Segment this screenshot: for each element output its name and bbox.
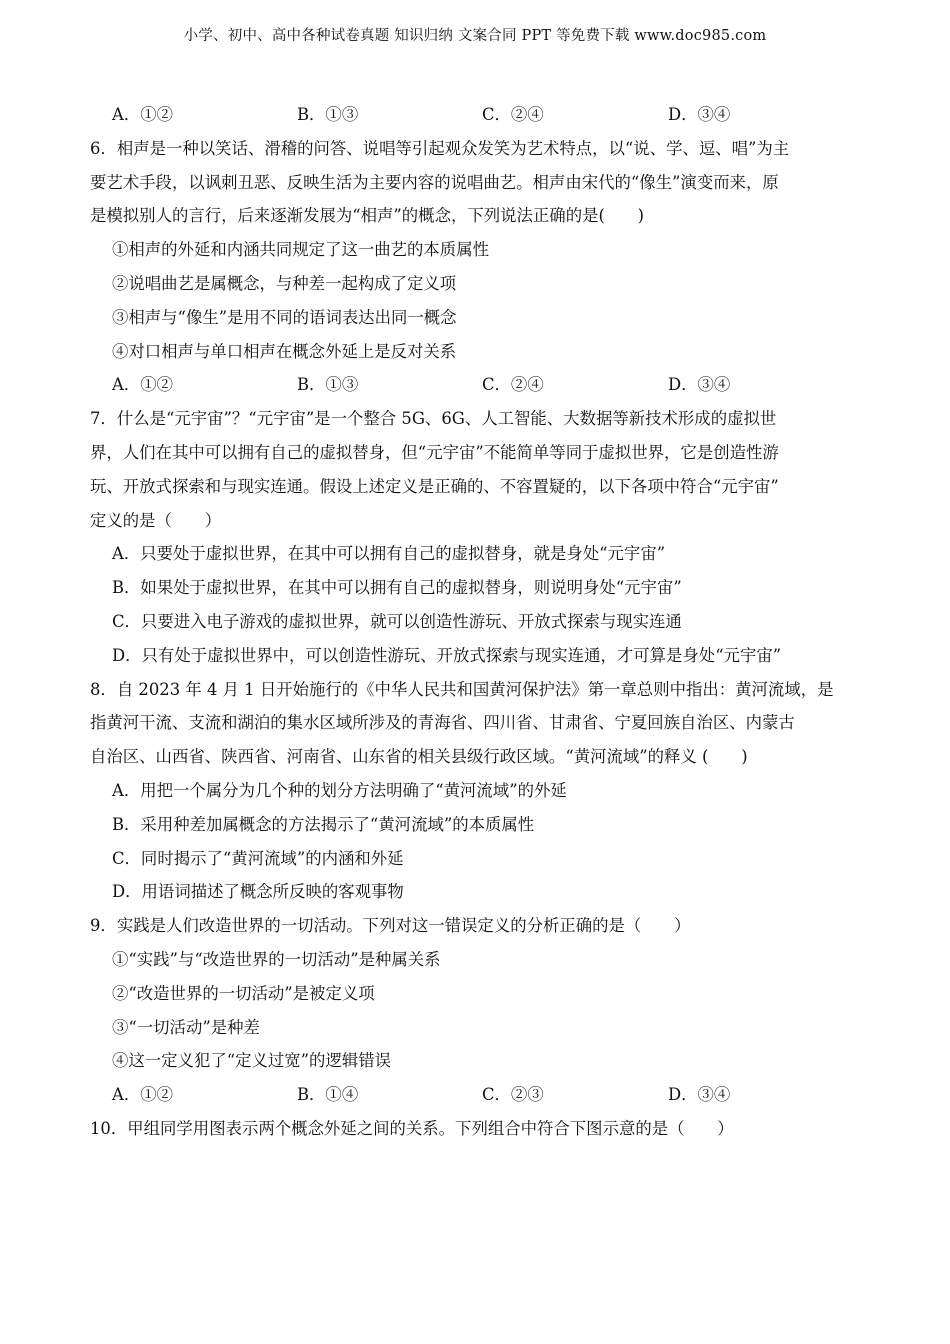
q7-option-c[interactable]: C．只要进入电子游戏的虚拟世界，就可以创造性游玩、开放式探索与现实连通 — [112, 611, 682, 631]
question-stem-line: 指黄河干流、支流和湖泊的集水区域所涉及的青海省、四川省、甘肃省、宁夏回族自治区、内蒙古 — [90, 713, 795, 733]
question-stem-line: 自治区、山西省、陕西省、河南省、山东省的相关县级行政区域。“黄河流域”的释义 ( ) — [90, 747, 748, 767]
question-stem-line: 8．自 2023 年 4 月 1 日开始施行的《中华人民共和国黄河保护法》第一章总则中指出：黄河流域，是 — [90, 679, 834, 699]
question-8 — [90, 673, 858, 910]
statement-item: ②“改造世界的一切活动”是被定义项 — [112, 983, 375, 1003]
question-7 — [90, 402, 858, 672]
q5-option-b[interactable]: B．①③ — [297, 105, 359, 124]
q8-option-c[interactable]: C．同时揭示了“黄河流域”的内涵和外延 — [112, 848, 404, 868]
q5-options — [90, 98, 858, 132]
q6-option-c[interactable]: C．②④ — [482, 375, 544, 395]
statement-item: ③“一切活动”是种差 — [112, 1017, 260, 1037]
question-9 — [90, 909, 858, 1112]
question-stem-line: 玩、开放式探索和与现实连通。假设上述定义是正确的、不容置疑的，以下各项中符合“元宇宙” — [90, 476, 779, 496]
q8-option-b[interactable]: B．采用种差加属概念的方法揭示了“黄河流域”的本质属性 — [112, 814, 535, 834]
statement-item: ①“实践”与“改造世界的一切活动”是种属关系 — [112, 949, 441, 969]
question-stem-line: 7．什么是“元宇宙”？“元宇宙”是一个整合 5G、6G、人工智能、大数据等新技术形成的虚拟世 — [90, 409, 777, 429]
question-stem-line: 9．实践是人们改造世界的一切活动。下列对这一错误定义的分析正确的是（ ） — [90, 916, 691, 936]
question-stem-line: 定义的是（ ） — [90, 510, 222, 530]
statement-item: ④对口相声与单口相声在概念外延上是反对关系 — [112, 341, 457, 361]
statement-item: ④这一定义犯了“定义过宽”的逻辑错误 — [112, 1051, 392, 1071]
question-stem-line: 6．相声是一种以笑话、滑稽的问答、说唱等引起观众发笑为艺术特点，以“说、学、逗、唱”为主 — [90, 138, 790, 158]
q8-option-d[interactable]: D．用语词描述了概念所反映的客观事物 — [112, 882, 404, 902]
q6-option-b[interactable]: B．①③ — [297, 375, 359, 395]
question-stem-line: 要艺术手段，以讽刺丑恶、反映生活为主要内容的说唱曲艺。相声由宋代的“像生”演变而来，原 — [90, 172, 779, 192]
q9-option-c[interactable]: C．②③ — [482, 1085, 544, 1105]
q9-option-b[interactable]: B．①④ — [297, 1085, 359, 1105]
statement-item: ②说唱曲艺是属概念，与种差一起构成了定义项 — [112, 273, 457, 293]
q5-option-c[interactable]: C．②④ — [482, 105, 544, 124]
q7-option-d[interactable]: D．只有处于虚拟世界中，可以创造性游玩、开放式探索与现实连通，才可算是身处“元宇宙” — [112, 645, 782, 665]
q6-options — [90, 368, 858, 402]
q7-option-a[interactable]: A．只要处于虚拟世界，在其中可以拥有自己的虚拟替身，就是身处“元宇宙” — [112, 544, 666, 564]
question-stem-line: 10．甲组同学用图表示两个概念外延之间的关系。下列组合中符合下图示意的是（ ） — [90, 1118, 734, 1138]
question-stem-line: 界，人们在其中可以拥有自己的虚拟替身，但“元宇宙”不能简单等同于虚拟世界，它是创造性游 — [90, 442, 779, 462]
q5-option-d[interactable]: D．③④ — [668, 105, 731, 124]
question-stem-line: 是模拟别人的言行，后来逐渐发展为“相声”的概念，下列说法正确的是( ) — [90, 206, 645, 226]
exam-content — [90, 98, 858, 1146]
question-10 — [90, 1112, 858, 1146]
statement-item: ①相声的外延和内涵共同规定了这一曲艺的本质属性 — [112, 240, 489, 260]
q6-option-d[interactable]: D．③④ — [668, 375, 731, 395]
q9-option-d[interactable]: D．③④ — [668, 1085, 731, 1105]
q9-options — [90, 1078, 858, 1112]
q8-option-a[interactable]: A．用把一个属分为几个种的划分方法明确了“黄河流域”的外延 — [112, 780, 567, 800]
statement-item: ③相声与“像生”是用不同的语词表达出同一概念 — [112, 307, 457, 327]
question-6 — [90, 132, 858, 402]
q7-option-b[interactable]: B．如果处于虚拟世界，在其中可以拥有自己的虚拟替身，则说明身处“元宇宙” — [112, 578, 682, 598]
q5-option-a[interactable]: A．①② — [112, 105, 174, 124]
page-header: 小学、初中、高中各种试卷真题 知识归纳 文案合同 PPT 等免费下载 www.doc985.com — [183, 28, 767, 44]
q6-option-a[interactable]: A．①② — [112, 375, 174, 395]
q9-option-a[interactable]: A．①② — [112, 1085, 174, 1105]
